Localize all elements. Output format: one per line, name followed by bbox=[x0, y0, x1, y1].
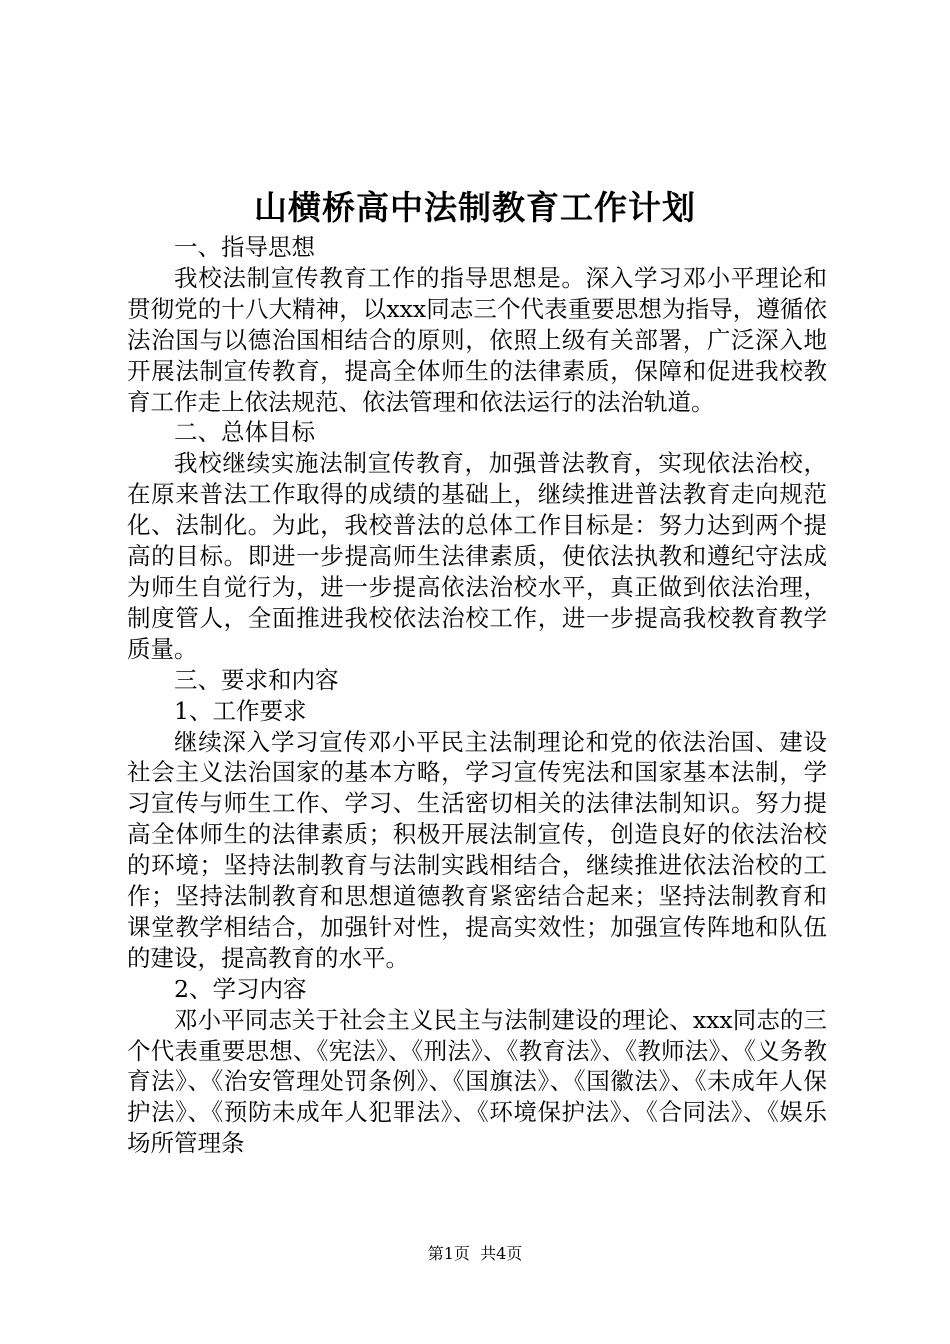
subsection-heading: 1、工作要求 bbox=[174, 696, 307, 725]
body-paragraph: 我校继续实施法制宣传教育，加强普法教育，实现依法治校，在原来普法工作取得的成绩的基础上，继续推进普法教育走向规范化、法制化。为此，我校普法的总体工作目标是：努力达到两个提高的目标。即进一步提高师生法律素质，使依法执教和遵纪守法成为师生自觉行为，进一步提高依法治校水平，真正做到依法治理，制度管人，全面推进我校依法治校工作，进一步提高我校教育教学质量。 bbox=[127, 449, 827, 663]
body-paragraph: 我校法制宣传教育工作的指导思想是。深入学习邓小平理论和贯彻党的十八大精神，以xxx同志三个代表重要思想为指导，遵循依法治国与以德治国相结合的原则，依照上级有关部署，广泛深入地开展法制宣传教育，提高全体师生的法律素质，保障和促进我校教育工作走上依法规范、依法管理和依法运行的法治轨道。 bbox=[127, 263, 827, 416]
subsection-heading: 2、学习内容 bbox=[174, 974, 307, 1003]
section-heading: 一、指导思想 bbox=[174, 233, 315, 261]
page-footer: 第1页 共4页 bbox=[427, 1244, 523, 1263]
body-paragraph: 继续深入学习宣传邓小平民主法制理论和党的依法治国、建设社会主义法治国家的基本方略，学习宣传宪法和国家基本法制，学习宣传与师生工作、学习、生活密切相关的法律法制知识。努力提高全体师生的法律素质；积极开展法制宣传，创造良好的依法治校的环境；坚持法制教育与法制实践相结合，继续推进依法治校的工作；坚持法制教育和思想道德教育紧密结合起来；坚持法制教育和课堂教学相结合，加强针对性，提高实效性；加强宣传阵地和队伍的建设，提高教育的水平。 bbox=[127, 727, 827, 972]
section-heading: 三、要求和内容 bbox=[174, 665, 339, 694]
section-heading: 二、总体目标 bbox=[174, 418, 315, 447]
document-body bbox=[127, 232, 827, 1159]
document-title: 山横桥高中法制教育工作计划 bbox=[254, 188, 696, 227]
body-paragraph: 邓小平同志关于社会主义民主与法制建设的理论、xxx同志的三个代表重要思想、《宪法》、《刑法》、《教育法》、《教师法》、《义务教育法》、《治安管理处罚条例》、《国旗法》、《国徽法》、《未成年人保护法》、《预防未成年人犯罪法》、《环境保护法》、《合同法》、《娱乐场所管理条 bbox=[127, 1005, 827, 1158]
